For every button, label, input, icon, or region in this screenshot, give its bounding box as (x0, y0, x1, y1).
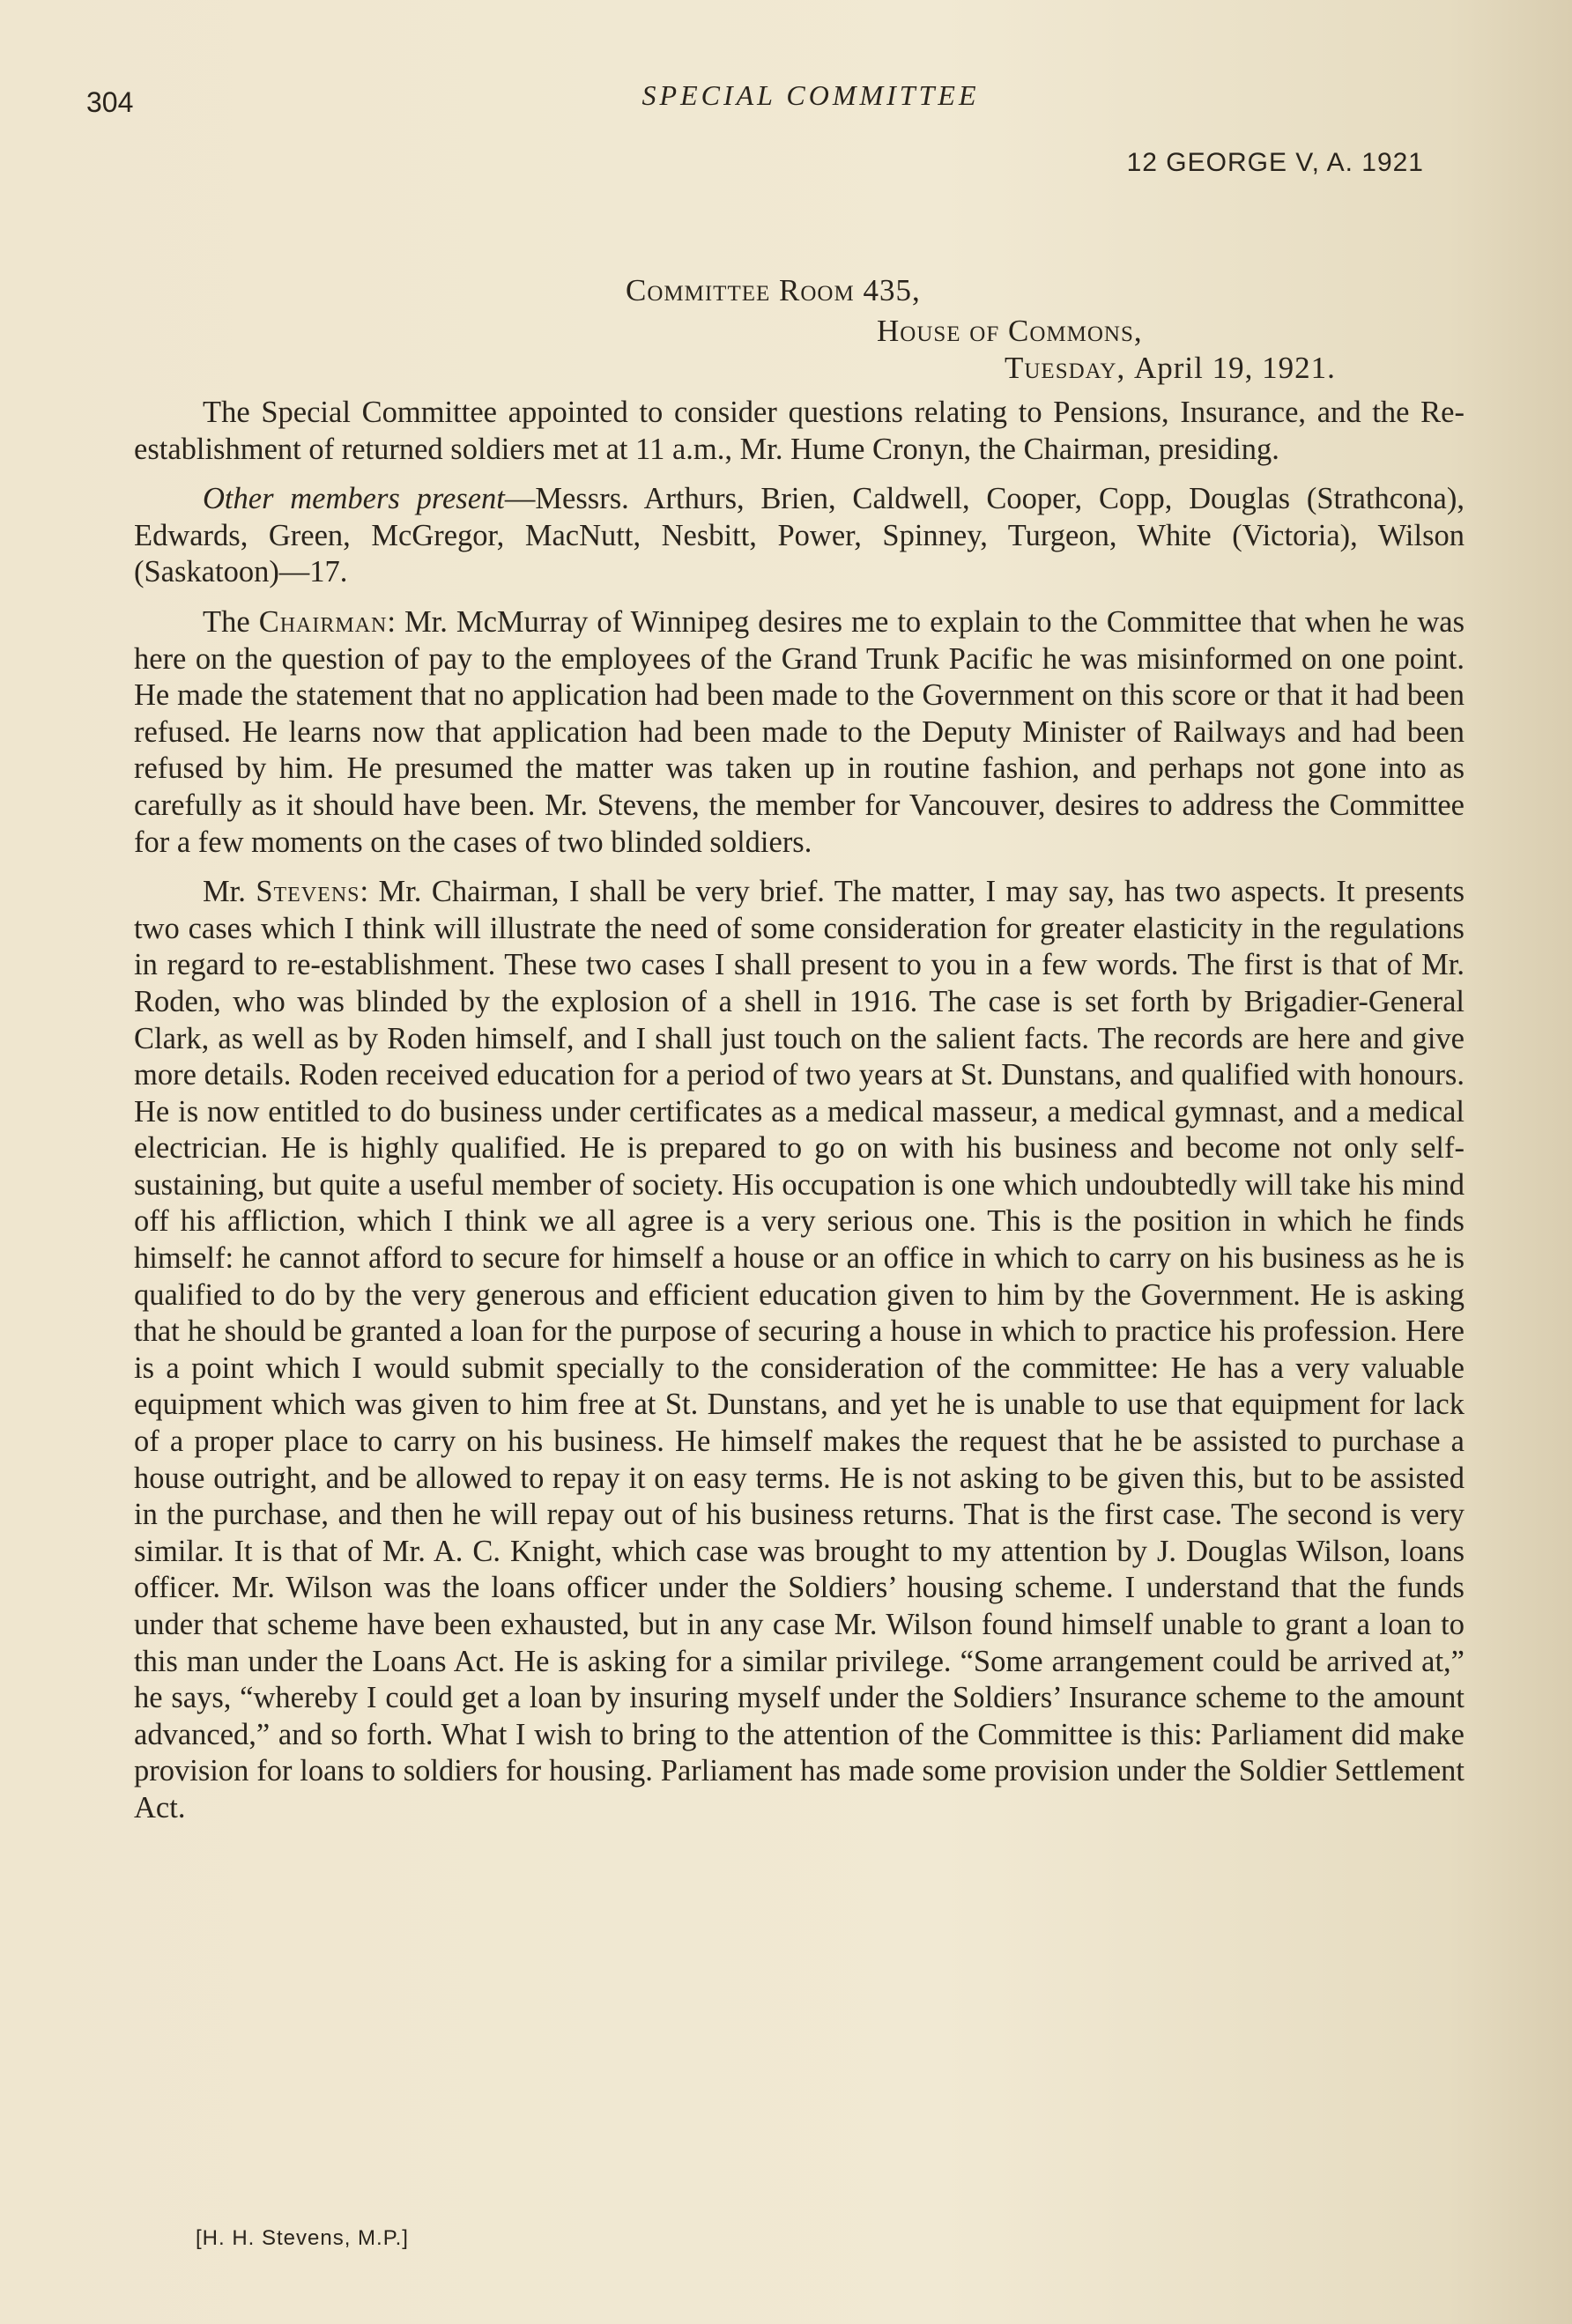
chairman-prefix: The (203, 604, 250, 639)
stevens-statement: : Mr. Chairman, I shall be very brief. The matter, I may say, has two aspects. It presents two cases which I think will illustrate the need of some consideration for greater elasticity in the regulations in regard to re-establishment. These two cases I shall present to you in a few words. The first is that of Mr. Roden, who was blinded by the explosion of a shell in 1916. The case is set forth by Brigadier-General Clark, as well as by Roden himself, and I shall just touch on the salient facts. The records are here and give more details. Roden received education for a period of two years at St. Dunstans, and qualified with honours. He is now entitled to do business under certificates as a medical masseur, a medical gymnast, and a medical electrician. He is highly qualified. He is prepared to go on with his business and become not only self-sustaining, but quite a useful member of society. His occupation is one which undoubtedly will take his mind off his affliction, which I think we all agree is a very serious one. This is the position in which he finds himself: he cannot afford to secure for himself a house or an office in which to carry on his business as he is qualified to do by the very generous and efficient education given to him by the Government. He is asking that he should be granted a loan for the purpose of securing a house in which to practice his profession. Here is a point which I would submit specially to the consideration of the committee: He has a very valuable equipment which was given to him free at St. Dunstans, and yet he is unable to use that equipment for lack of a proper place to carry on his business. He himself makes the request that he be assisted to purchase a house outright, and be allowed to repay it on easy terms. He is not asking to be given this, but to be assisted in the purchase, and then he will repay out of his business returns. That is the first case. The second is very similar. It is that of Mr. A. C. Knight, which case was brought to my attention by J. Douglas Wilson, loans officer. Mr. Wilson was the loans officer under the Soldiers’ housing scheme. I understand that the funds under that scheme have been exhausted, but in any case Mr. Wilson found himself unable to grant a loan to this man under the Loans Act. He is asking for a similar privilege. “Some arrangement could be arrived at,” he says, “whereby I could get a loan by insuring myself under the Soldiers’ Insurance scheme to the amount advanced,” and so forth. What I wish to bring to the attention of the Committee is this: Parliament did make provision for loans to soldiers for housing. Parliament has made some provision under the Soldier Settlement Act. (134, 875, 1464, 1824)
running-head: SPECIAL COMMITTEE (641, 79, 980, 111)
session-line: 12 GEORGE V, A. 1921 (1126, 148, 1424, 177)
stevens-prefix: Mr. (203, 875, 246, 909)
members-label: Other members present (203, 482, 505, 516)
house-of-commons: House of Commons, (877, 314, 1143, 348)
speaker-signature: [H. H. Stevens, M.P.] (196, 2226, 409, 2250)
meeting-date-text: April 19, 1921. (1133, 351, 1336, 385)
paragraph-stevens (134, 874, 1464, 1826)
members-list: —Messrs. Arthurs, Brien, Caldwell, Cooper, Copp, Douglas (Strathcona), Edwards, Green, McGregor, MacNutt, Nesbitt, Power, Spinney, Turgeon, White (Victoria), Wilson (Saskatoon)—17. (134, 482, 1464, 589)
page-number: 304 (86, 86, 134, 118)
chairman-statement: : Mr. McMurray of Winnipeg desires me to explain to the Committee that when he was here on the question of pay to the employees of the Grand Trunk Pacific he was misinformed on one point. He made the statement that no application had been made to the Government on this score or that it had been refused. He learns now that application had been made to the Deputy Minister of Railways and had been refused by him. He presumed the matter was taken up in routine fashion, and perhaps not gone into as carefully as it should have been. Mr. Stevens, the member for Vancouver, desires to address the Committee for a few moments on the cases of two blinded soldiers. (134, 604, 1465, 859)
stevens-speaker: Stevens (256, 875, 360, 909)
body-text (134, 395, 1464, 1840)
meeting-day: Tuesday, (1005, 351, 1126, 385)
committee-room: Committee Room 435, (626, 273, 921, 307)
paragraph-chairman (134, 604, 1464, 861)
meeting-date (1005, 351, 1336, 386)
paragraph-members (134, 481, 1464, 591)
chairman-speaker: Chairman (258, 604, 388, 639)
paragraph-opening: The Special Committee appointed to consider questions relating to Pensions, Insurance, and the Re-establishment of returned soldiers met at 11 a.m., Mr. Hume Cronyn, the Chairman, presiding. (134, 396, 1464, 466)
